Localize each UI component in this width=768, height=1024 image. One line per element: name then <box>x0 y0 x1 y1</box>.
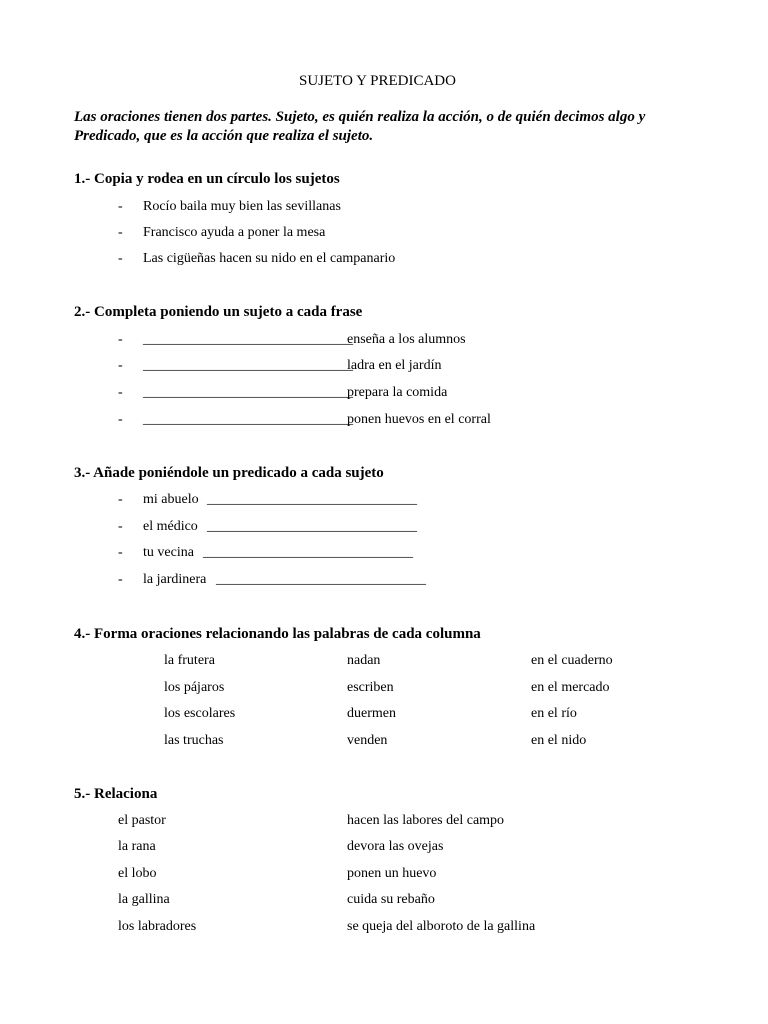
section-3-item: el médico <box>143 519 198 534</box>
column-3-word: en el nido <box>531 733 587 748</box>
section-2-item: prepara la comida <box>347 385 448 400</box>
answer-blank: ______________________________ <box>207 492 417 507</box>
match-right-item: cuida su rebaño <box>347 892 435 907</box>
bullet-dash: - <box>118 199 123 214</box>
column-3-word: en el río <box>531 706 577 721</box>
match-right-item: devora las ovejas <box>347 839 444 854</box>
column-2-word: escriben <box>347 680 394 695</box>
match-right-item: ponen un huevo <box>347 866 437 881</box>
bullet-dash: - <box>118 358 123 373</box>
column-2-word: nadan <box>347 653 381 668</box>
section-3-item: mi abuelo <box>143 492 199 507</box>
section-2-item: ladra en el jardín <box>347 358 442 373</box>
section-2-heading: 2.- Completa poniendo un sujeto a cada frase <box>74 304 363 320</box>
column-1-word: las truchas <box>164 733 224 748</box>
bullet-dash: - <box>118 572 123 587</box>
section-1-item: Rocío baila muy bien las sevillanas <box>143 199 341 214</box>
column-1-word: la frutera <box>164 653 215 668</box>
match-left-item: la gallina <box>118 892 170 907</box>
column-2-word: venden <box>347 733 388 748</box>
section-3-heading: 3.- Añade poniéndole un predicado a cada sujeto <box>74 465 384 481</box>
answer-blank: ______________________________ <box>143 385 353 400</box>
bullet-dash: - <box>118 519 123 534</box>
answer-blank: ______________________________ <box>216 572 426 587</box>
section-2-item: ponen huevos en el corral <box>347 412 491 427</box>
bullet-dash: - <box>118 492 123 507</box>
match-left-item: los labradores <box>118 919 197 934</box>
answer-blank: ______________________________ <box>203 545 413 560</box>
intro-line-2: Predicado, que es la acción que realiza el sujeto. <box>74 128 374 144</box>
answer-blank: ______________________________ <box>143 412 353 427</box>
answer-blank: ______________________________ <box>207 519 417 534</box>
column-3-word: en el mercado <box>531 680 610 695</box>
bullet-dash: - <box>118 332 123 347</box>
section-2-item: enseña a los alumnos <box>347 332 466 347</box>
match-left-item: el lobo <box>118 866 157 881</box>
answer-blank: ______________________________ <box>143 358 353 373</box>
match-right-item: hacen las labores del campo <box>347 813 505 828</box>
section-5-heading: 5.- Relaciona <box>74 786 158 802</box>
intro-line-1: Las oraciones tienen dos partes. Sujeto, es quién realiza la acción, o de quién decimos algo y <box>74 109 646 125</box>
section-4-heading: 4.- Forma oraciones relacionando las palabras de cada columna <box>74 626 481 642</box>
column-3-word: en el cuaderno <box>531 653 613 668</box>
answer-blank: ______________________________ <box>143 332 353 347</box>
bullet-dash: - <box>118 225 123 240</box>
match-right-item: se queja del alboroto de la gallina <box>347 919 536 934</box>
section-1-heading: 1.- Copia y rodea en un círculo los sujetos <box>74 171 340 187</box>
bullet-dash: - <box>118 545 123 560</box>
section-3-item: la jardinera <box>143 572 207 587</box>
match-left-item: la rana <box>118 839 156 854</box>
section-1-item: Francisco ayuda a poner la mesa <box>143 225 326 240</box>
bullet-dash: - <box>118 412 123 427</box>
bullet-dash: - <box>118 385 123 400</box>
page-title: SUJETO Y PREDICADO <box>299 73 456 89</box>
column-2-word: duermen <box>347 706 396 721</box>
section-3-item: tu vecina <box>143 545 194 560</box>
section-1-item: Las cigüeñas hacen su nido en el campanario <box>143 251 396 266</box>
match-left-item: el pastor <box>118 813 166 828</box>
bullet-dash: - <box>118 251 123 266</box>
column-1-word: los pájaros <box>164 680 225 695</box>
column-1-word: los escolares <box>164 706 236 721</box>
